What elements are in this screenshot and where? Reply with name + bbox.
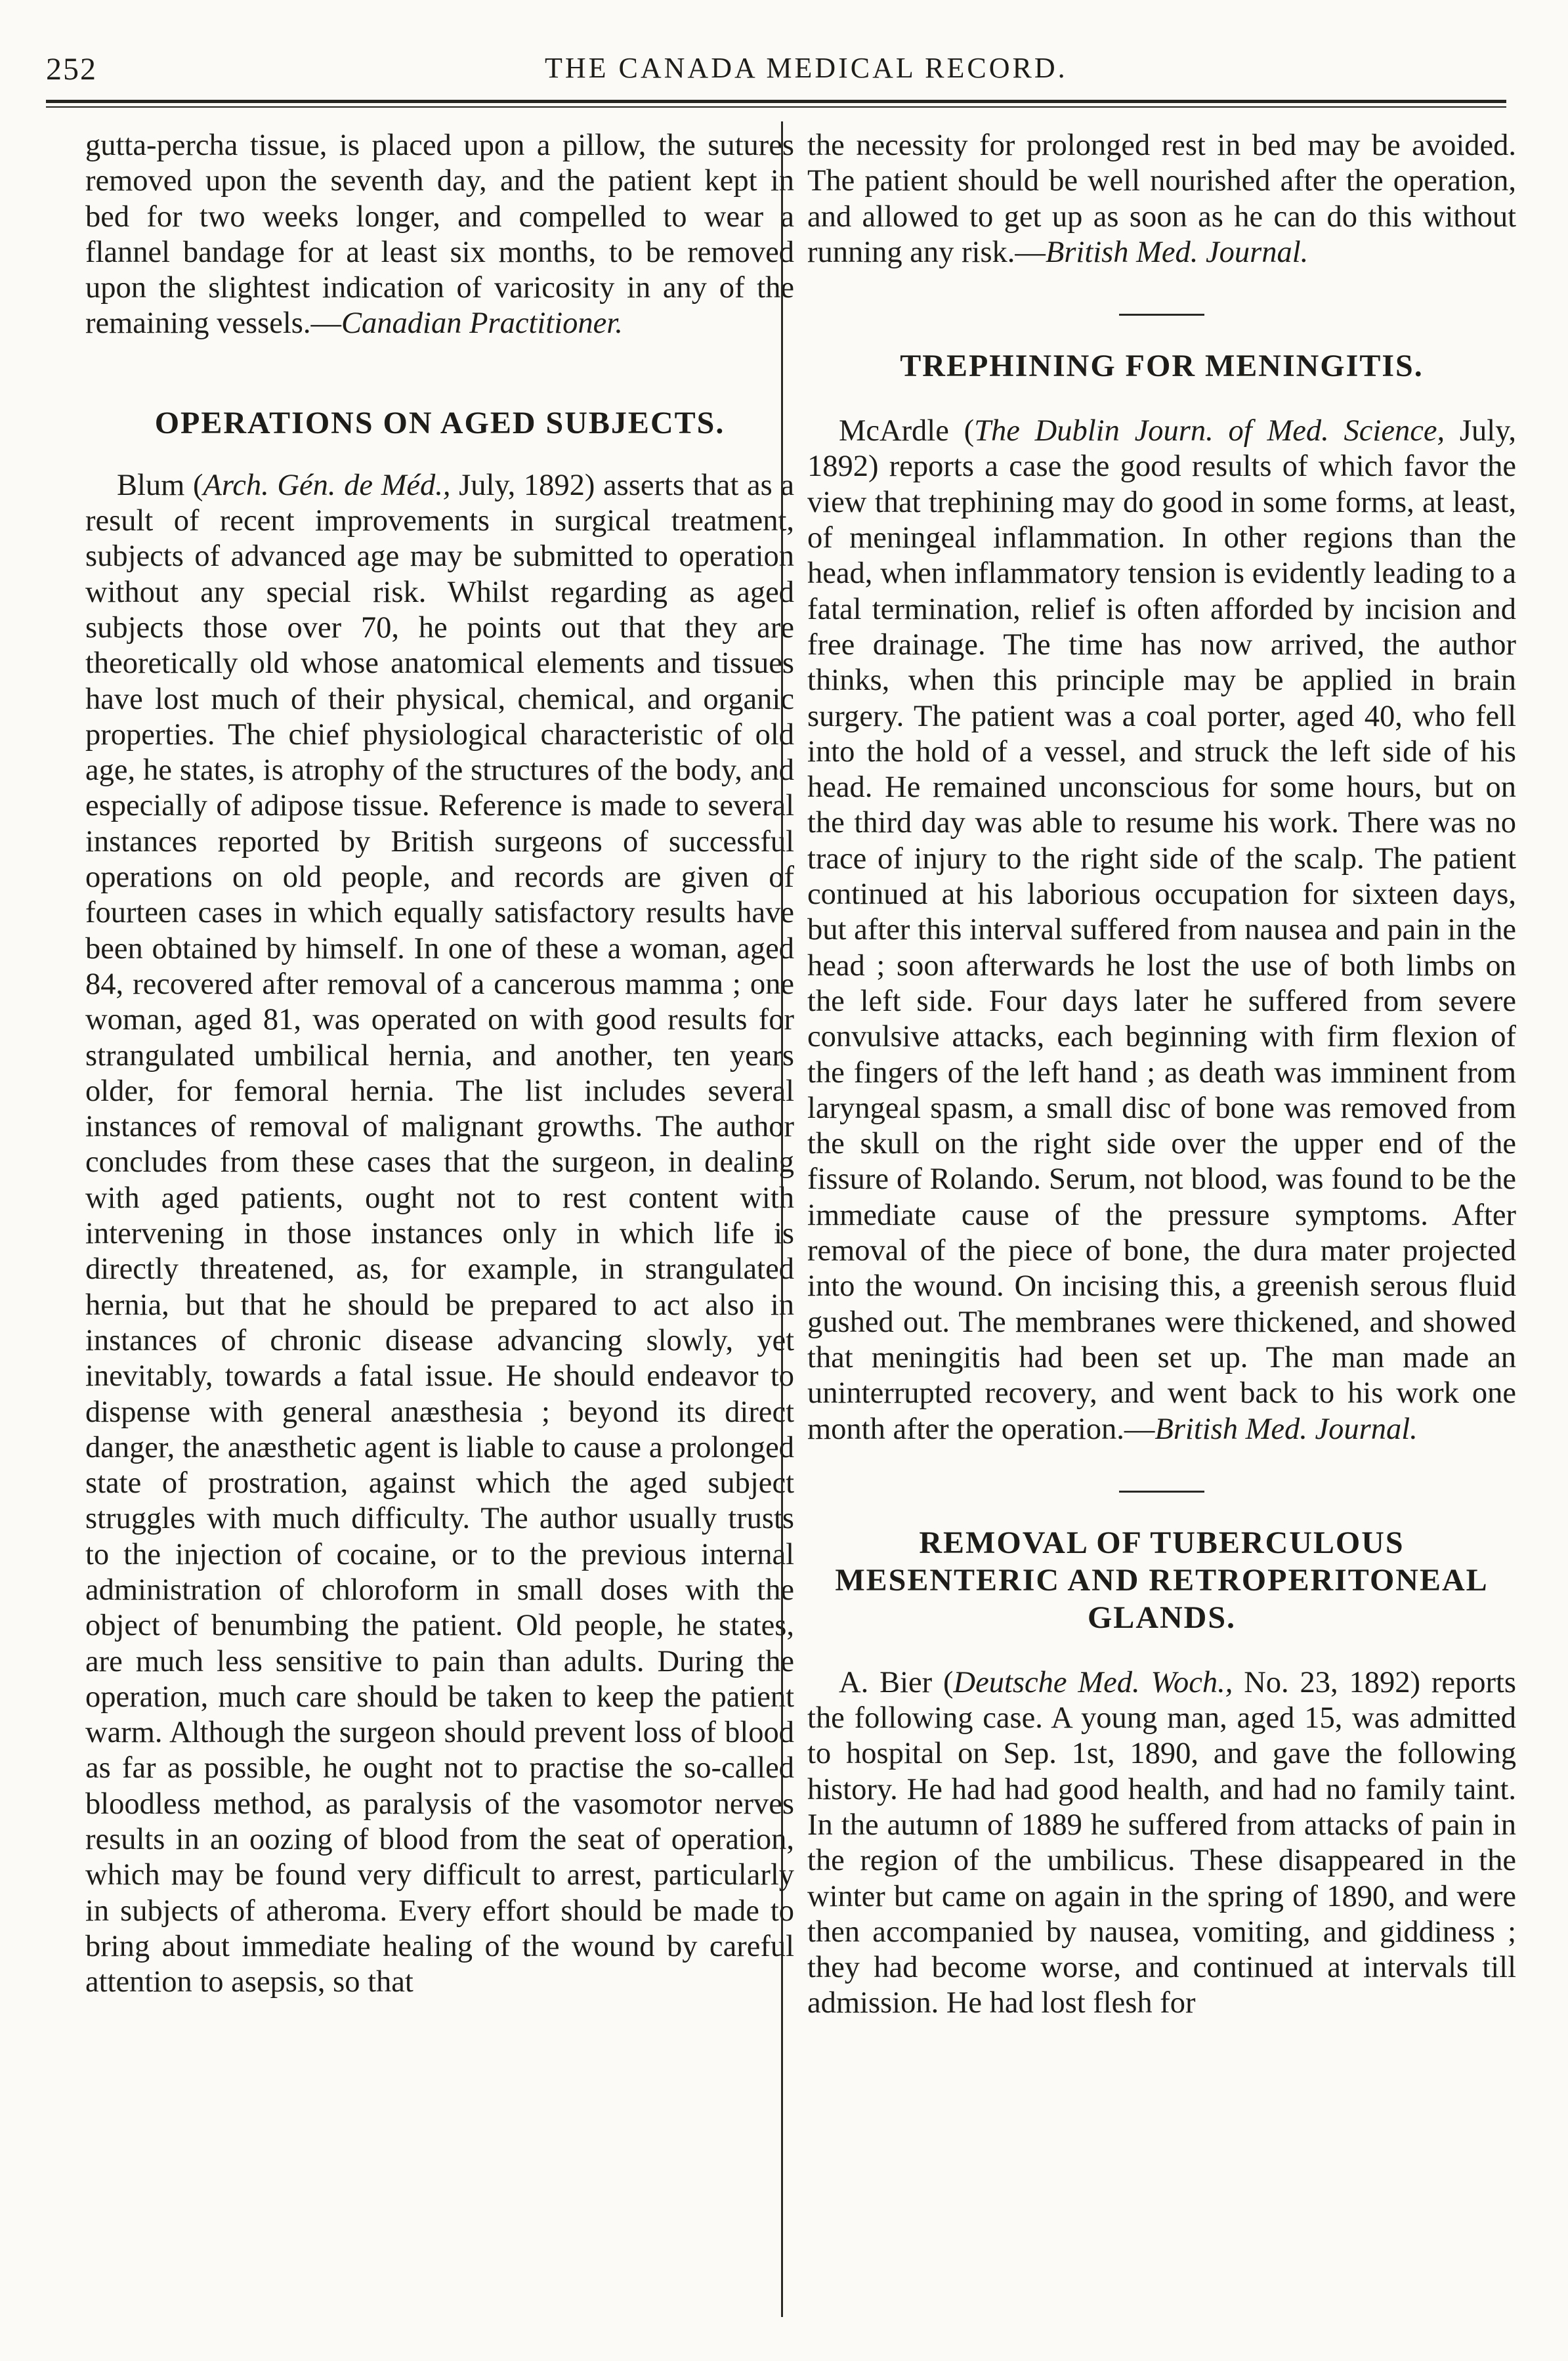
running-title: THE CANADA MEDICAL RECORD. [545,52,1068,84]
left-column [85,128,794,2001]
article-author: A. Bier ( [839,1665,954,1699]
journal-citation: The Dublin Journ. of Med. Science, [974,414,1445,448]
continued-paragraph [85,128,794,342]
page-number: 252 [46,52,97,87]
paragraph-text: the necessity for prolonged rest in bed may be avoided. The patient should be well nourished after the operation, and allowed to get up as soon as he can do this without running any risk.— [807,129,1516,269]
article-title-glands: REMOVAL OF TUBERCULOUS MESENTERIC AND RETROPERITONEAL GLANDS. [835,1525,1489,1635]
source-citation: British Med. Journal. [1155,1412,1418,1446]
paragraph-text: No. 23, 1892) reports the following case. A young man, aged 15, was admitted to hospital on Sep. 1st, 1890, and gave the following history. He had had good health, and had no family taint. In the autumn of 1889 he suffered from attacks of pain in the region of the umbilicus. These disappeared in the winter but came on again in the spring of 1890, and were then accompanied by nausea, vomiting, and giddiness ; they had become worse, and continued at intervals till admission. He had lost flesh for [807,1665,1516,2020]
article-body-glands [807,1665,1516,2022]
continued-paragraph [807,128,1516,270]
article-title-aged-subjects: OPERATIONS ON AGED SUBJECTS. [154,405,725,440]
source-citation: British Med. Journal. [1045,235,1309,269]
paragraph-text: July, 1892) reports a case the good results of which favor the view that trephining may do good in some forms, at least, of meningeal inflammation. In other regions than the head, when inflammatory tension is evidently leading to a fatal termination, relief is often afforded by incision and free drainage. The time has now arrived, the author thinks, when this principle may be applied in brain surgery. The patient was a coal porter, aged 40, who fell into the hold of a vessel, and struck the left side of his head. He remained unconscious for some hours, but on the third day was able to resume his work. There was no trace of injury to the right side of the scalp. The patient continued at his laborious occupation for sixteen days, but after this interval suffered from nausea and pain in the head ; soon afterwards he lost the use of both limbs on the left side. Four days later he suffered from severe convulsive attacks, each beginning with firm flexion of the fingers of the left hand ; as death was imminent from laryngeal spasm, a small disc of bone was removed from the skull on the right side over the upper end of the fissure of Rolando. Serum, not blood, was found to be the immediate cause of the pressure symptoms. After removal of the piece of bone, the dura mater projected into the wound. On incising this, a greenish serous fluid gushed out. The membranes were thickened, and showed that meningitis had been set up. The man made an uninterrupted recovery, and went back to his work one month after the operation.— [807,414,1517,1446]
journal-citation: Arch. Gén. de Méd., [203,468,451,502]
right-column [807,128,1516,2022]
paragraph-text: July, 1892) asserts that as a result of recent improvements in surgical treatment, subjects of advanced age may be submitted to operation without any special risk. Whilst regarding as aged subjects those over 70, he points out that they are theoretically old whose anatomical elements and tissues have lost much of their physical, chemical, and organic properties. The chief physiological characteristic of old age, he states, is atrophy of the structures of the body, and especially of adipose tissue. Reference is made to several instances reported by British surgeons of successful operations on old people, and records are given of fourteen cases in which equally satisfactory results have been obtained by himself. In one of these a woman, aged 84, recovered after removal of a cancerous mamma ; one woman, aged 81, was operated on with good results for strangulated umbilical hernia, and another, ten years older, for femoral hernia. The list includes several instances of removal of malignant growths. The author concludes from these cases that the surgeon, in dealing with aged patients, ought not to rest content with intervening in those instances only in which life is directly threatened, as, for example, in strangulated hernia, but that he should be prepared to act also in instances of chronic disease advancing slowly, yet inevitably, towards a fatal issue. He should endeavor to dispense with general anæsthesia ; beyond its direct danger, the anæsthetic agent is liable to cause a prolonged state of prostration, against which the aged subject struggles with much difficulty. The author usually trusts to the injection of cocaine, or to the previous internal administration of chloroform in small doses with the object of benumbing the patient. Old people, he states, are much less sensitive to pain than adults. During the operation, much care should be taken to keep the patient warm. Although the surgeon should prevent loss of blood as far as possible, he ought not to practise the so-called bloodless method, as paralysis of the vasomotor nerves results in an oozing of blood from the seat of operation, which may be found very difficult to arrest, particularly in subjects of atheroma. Every effort should be made to bring about immediate healing of the wound by careful attention to asepsis, so that [85,468,794,1999]
page-header [46,51,1516,97]
header-rule-thick [46,100,1506,103]
section-separator [1119,314,1204,316]
section-separator [1119,1491,1204,1493]
journal-citation: Deutsche Med. Woch., [953,1665,1233,1699]
article-body-aged-subjects [85,468,794,2001]
article-author: McArdle ( [839,414,975,448]
article-title-trephining: TREPHINING FOR MENINGITIS. [900,349,1424,384]
article-author: Blum ( [117,468,203,502]
source-citation: Canadian Practitioner. [341,307,623,341]
article-body-trephining [807,414,1516,1447]
paragraph-text: gutta-percha tissue, is placed upon a pillow, the sutures removed upon the seventh day, and the patient kept in bed for two weeks longer, and compelled to wear a flannel bandage for at least six months, to be removed upon the slightest indication of varicosity in any of the remaining vessels.— [85,129,794,341]
header-rule-thin [46,106,1506,108]
